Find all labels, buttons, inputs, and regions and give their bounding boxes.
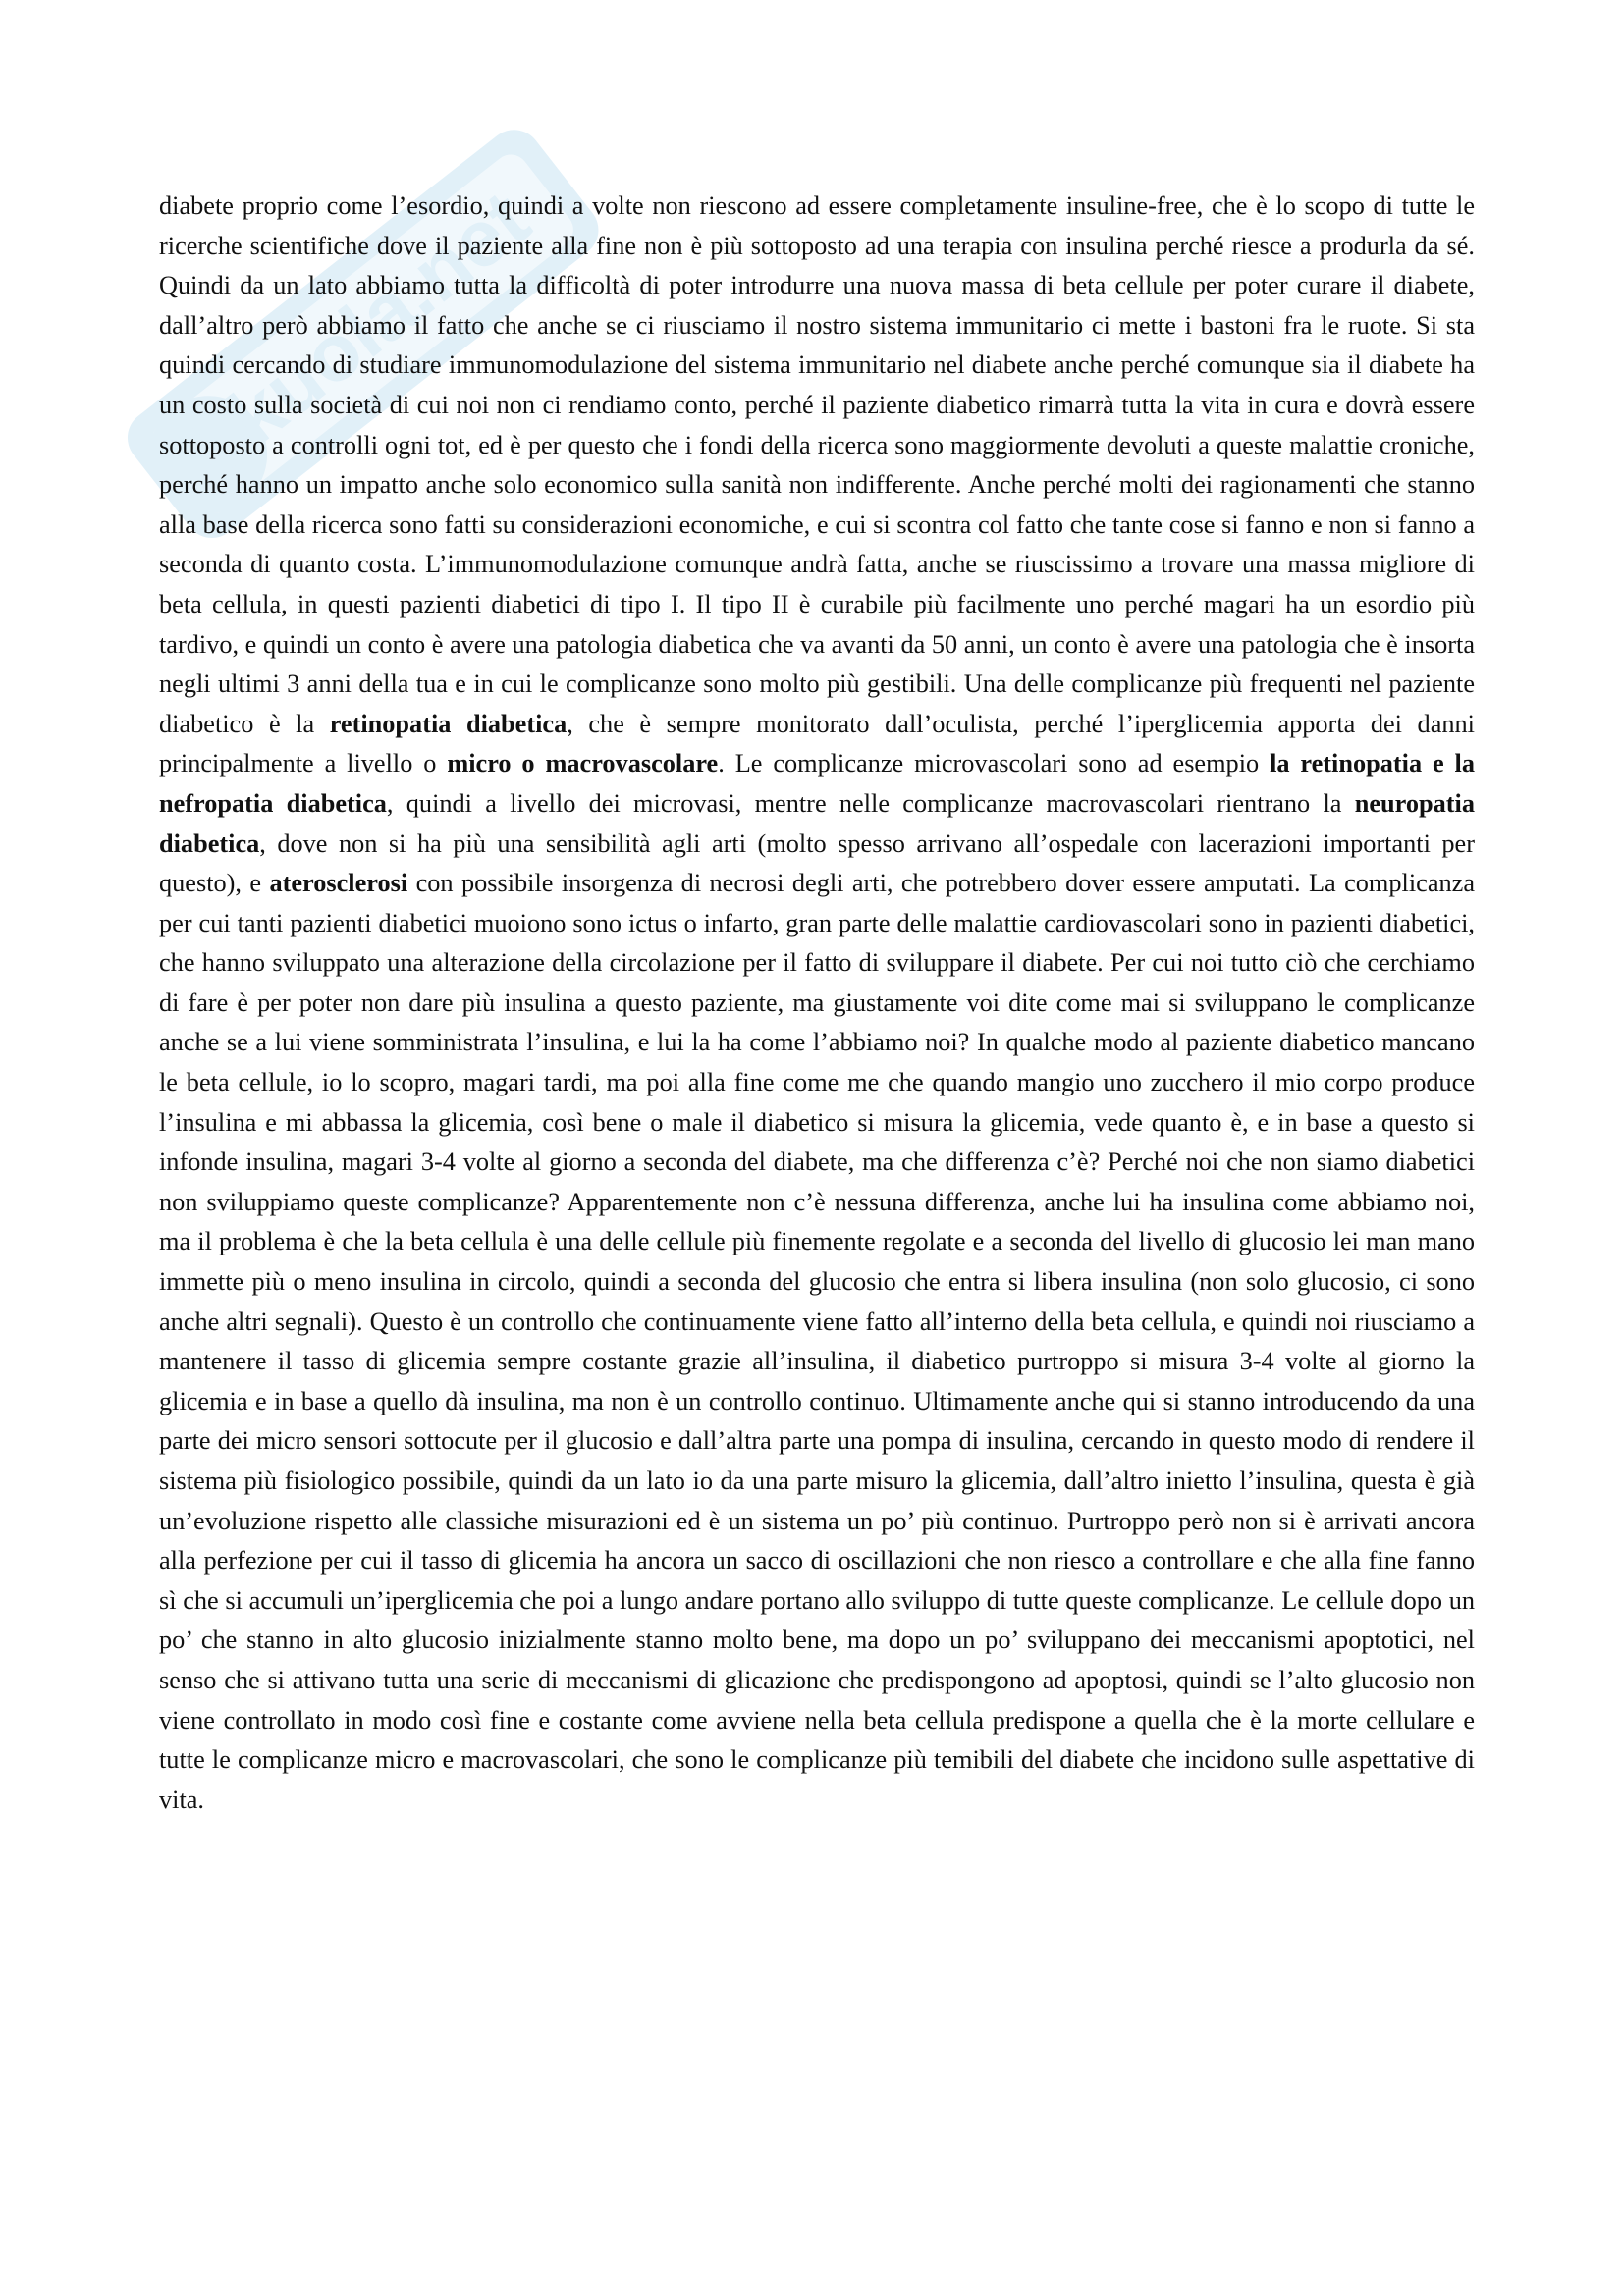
bold-term-aterosclerosi: aterosclerosi — [269, 869, 408, 898]
body-text-segment: , quindi a livello dei microvasi, mentre nelle complicanze macrovascolari rientrano la — [386, 788, 1355, 818]
body-text-segment: con possibile insorgenza di necrosi degli arti, che potrebbero dover essere amputati. La complicanza per cui tanti pazienti diabetici muoiono sono ictus o infarto, gran parte delle malattie cardiovascolari sono in pazienti diabetici, che hanno sviluppato una alterazione della circolazione per il fatto di sviluppare il diabete. Per cui noi tutto ciò che cerchiamo di fare è per poter non dare più insulina a questo paziente, ma giustamente voi dite come mai si sviluppano le complicanze anche se a lui viene somministrata l’insulina, e lui la ha come l’abbiamo noi? In qualche modo al paziente diabetico mancano le beta cellule, io lo scopro, magari tardi, ma poi alla fine come me che quando mangio uno zucchero il mio corpo produce l’insulina e mi abbassa la glicemia, così bene o male il diabetico si misura la glicemia, vede quanto è, e in base a questo si infonde insulina, magari 3-4 volte al giorno a seconda del diabete, ma che differenza c’è? Perché noi che non siamo diabetici non sviluppiamo queste complicanze? Apparentemente non c’è nessuna differenza, anche lui ha insulina come abbiamo noi, ma il problema è che la beta cellula è una delle cellule più finemente regolate e a seconda del livello di glucosio lei man mano immette più o meno insulina in circolo, quindi a seconda del glucosio che entra si libera insulina (non solo glucosio, ci sono anche altri segnali). Questo è un controllo che continuamente viene fatto all’interno della beta cellula, e quindi noi riusciamo a mantenere il tasso di glicemia sempre costante grazie all’insulina, il diabetico purtroppo si misura 3-4 volte al giorno la glicemia e in base a quello dà insulina, ma non è un controllo continuo. Ultimamente anche qui si stanno introducendo da una parte dei micro sensori sottocute per il glucosio e dall’altra parte una pompa di insulina, cercando in questo modo di rendere il sistema più fisiologico possibile, quindi da un lato io da una parte misuro la glicemia, dall’altro inietto l’insulina, questa è già un’evoluzione rispetto alle classiche misurazioni ed è un sistema un po’ più continuo. Purtroppo però non si è arrivati ancora alla perfezione per cui il tasso di glicemia ha ancora un sacco di oscillazioni che non riesco a controllare e che alla fine fanno sì che si accumuli un’iperglicemia che poi a lungo andare portano allo sviluppo di tutte queste complicanze. Le cellule dopo un po’ che stanno in alto glucosio inizialmente stanno molto bene, ma dopo un po’ sviluppano dei meccanismi apoptotici, nel senso che si attivano tutta una serie di meccanismi di glicazione che predispongono ad apoptosi, quindi se l’alto glucosio non viene controllato in modo così fine e costante come avviene nella beta cellula predispone a quella che è la morte cellulare e tutte le complicanze micro e macrovascolari, che sono le complicanze più temibili del diabete che incidono sulle aspettative di vita. — [159, 869, 1475, 1814]
body-paragraph — [159, 187, 1475, 1820]
body-text-segment: , dove non si ha più una sensibilità agli arti (molto spesso arrivano all’ospedale con lacerazioni importanti per questo), e — [159, 828, 1475, 898]
body-text-segment: , che è sempre monitorato dall’oculista, perché l’iperglicemia apporta dei danni principalmente a livello o — [159, 709, 1475, 778]
bold-term-retinopatia: retinopatia diabetica — [329, 709, 568, 738]
bold-term-neuropatia: neuropatia diabetica — [159, 788, 1475, 858]
body-text-segment: . Le complicanze microvascolari sono ad esempio — [718, 749, 1271, 778]
bold-term-retinopatia-nefropatia: la retinopatia e la nefropatia diabetica — [159, 749, 1476, 818]
bold-term-micro-macrovascolare: micro o macrovascolare — [447, 749, 719, 778]
body-text-segment: diabete proprio come l’esordio, quindi a volte non riescono ad essere completamente insuline-free, che è lo scopo di tutte le ricerche scientifiche dove il paziente alla fine non è più sottoposto ad una terapia con insulina perché riesce a produrla da sé. Quindi da un lato abbiamo tutta la difficoltà di poter introdurre una nuova massa di beta cellule per poter curare il diabete, dall’altro però abbiamo il fatto che anche se ci riusciamo il nostro sistema immunitario ci mette i bastoni fra le ruote. Si sta quindi cercando di studiare immunomodulazione del sistema immunitario nel diabete anche perché comunque sia il diabete ha un costo sulla società di cui noi non ci rendiamo conto, perché il paziente diabetico rimarrà tutta la vita in cura e dovrà essere sottoposto a controlli ogni tot, ed è per questo che i fondi della ricerca sono maggiormente devoluti a queste malattie croniche, perché hanno un impatto anche solo economico sulla sanità non indifferente. Anche perché molti dei ragionamenti che stanno alla base della ricerca sono fatti su considerazioni economiche, e cui si scontra col fatto che tante cose si fanno e non si fanno a seconda di quanto costa. L’immunomodulazione comunque andrà fatta, anche se riuscissimo a trovare una massa migliore di beta cellula, in questi pazienti diabetici di tipo I. Il tipo II è curabile più facilmente uno perché magari ha un esordio più tardivo, e quindi un conto è avere una patologia diabetica che va avanti da 50 anni, un conto è avere una patologia che è insorta negli ultimi 3 anni della tua e in cui le complicanze sono molto più gestibili. Una delle complicanze più frequenti nel paziente diabetico è la — [159, 191, 1475, 738]
watermark-logo-text: Skuola.net — [169, 174, 546, 496]
